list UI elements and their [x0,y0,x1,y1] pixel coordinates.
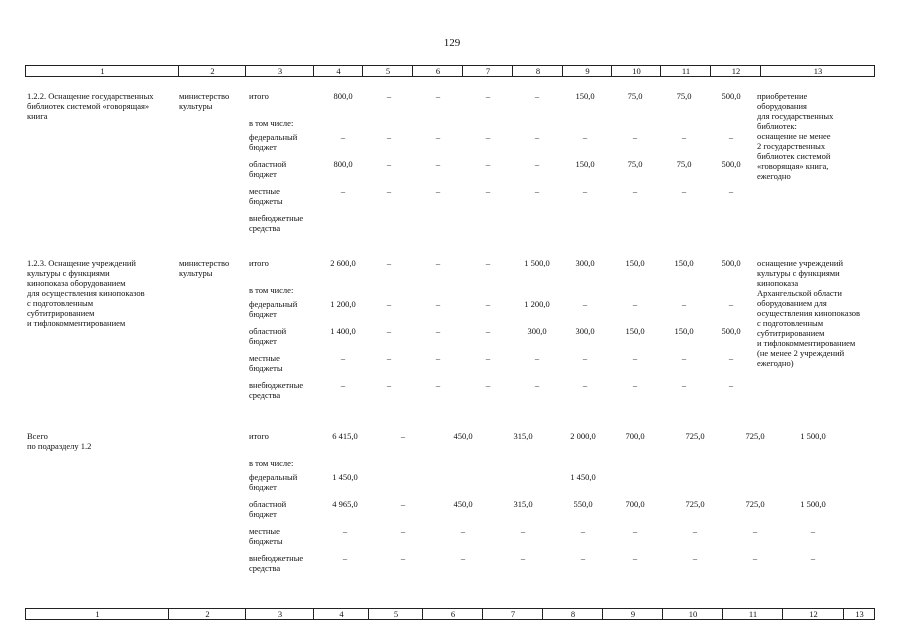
funding-value: 450,0 [453,499,473,509]
funding-value: – [386,132,392,142]
funding-value: – [460,553,466,563]
funding-value: 75,0 [676,159,692,169]
funding-value: – [752,553,758,563]
funding-value: 315,0 [513,499,533,509]
funding-value: 700,0 [625,499,645,509]
funding-value: – [534,353,540,363]
funding-value: 150,0 [625,326,645,336]
funding-value: – [386,380,392,390]
funding-value: – [386,91,392,101]
funding-value: – [534,159,540,169]
expected-result-note: приобретение оборудования для государственных библиотек: оснащение не менее 2 государственных библиотек системой «говорящая» книга, ежегодно [757,91,834,181]
column-divider [313,609,314,619]
funding-value: – [342,553,348,563]
funding-value: – [728,299,734,309]
column-divider [178,66,179,76]
column-divider [542,609,543,619]
funding-value: 725,0 [745,499,765,509]
column-number-cell: 2 [205,609,210,619]
funding-value: 450,0 [453,431,473,441]
column-number-cell: 6 [435,66,441,76]
column-divider [660,66,661,76]
funding-source-label: в том числе: [249,285,294,295]
column-divider [368,609,369,619]
column-divider [562,66,563,76]
funding-source-label: итого [249,91,269,101]
column-number-cell: 8 [570,609,576,619]
funding-source-label: итого [249,431,269,441]
funding-value: 500,0 [721,159,741,169]
column-number-cell: 4 [336,66,341,76]
funding-value: 800,0 [333,159,353,169]
funding-value: – [534,91,540,101]
funding-source-label: областной бюджет [249,159,287,179]
funding-value: 300,0 [527,326,547,336]
funding-value: 725,0 [745,431,765,441]
funding-value: – [435,353,441,363]
funding-value: – [810,526,816,536]
funding-value: – [728,186,734,196]
column-number-cell: 13 [813,66,823,76]
funding-value: 1 500,0 [524,258,550,268]
funding-value: – [534,132,540,142]
funding-value: 2 000,0 [570,431,596,441]
funding-value: – [435,380,441,390]
funding-value: – [340,132,346,142]
column-number-cell: 3 [277,66,283,76]
funding-value: 150,0 [625,258,645,268]
funding-value: – [534,186,540,196]
funding-value: – [632,186,638,196]
expected-result-note: оснащение учреждений культуры с функциями кинопоказа Архангельской области оборудованием для осуществления кинопоказов с подготовленным субтитрированием и тифлокомментированием (не менее 2 учреждений ежегодно) [757,258,861,368]
funding-value: – [520,553,526,563]
funding-value: – [485,159,491,169]
funding-value: – [681,299,687,309]
funding-value: – [692,526,698,536]
funding-value: – [632,526,638,536]
column-divider [362,66,363,76]
funding-value: – [485,132,491,142]
funding-value: – [582,299,588,309]
funding-value: – [580,526,586,536]
funding-value: – [340,186,346,196]
funding-value: – [435,159,441,169]
column-number-cell: 5 [393,609,399,619]
column-divider [843,609,844,619]
funding-value: 1 400,0 [330,326,356,336]
column-divider [602,609,603,619]
funding-value: – [386,159,392,169]
funding-value: 725,0 [685,431,705,441]
funding-value: 1 500,0 [800,431,826,441]
funding-value: – [485,186,491,196]
column-number-cell: 6 [450,609,456,619]
funding-value: 1 200,0 [524,299,550,309]
funding-value: – [582,353,588,363]
funding-value: 75,0 [627,91,643,101]
column-number-cell: 9 [630,609,636,619]
funding-value: – [400,526,406,536]
funding-value: – [582,380,588,390]
funding-source-label: областной бюджет [249,499,287,519]
funding-value: 1 450,0 [570,472,596,482]
funding-source-label: внебюджетные средства [249,553,304,573]
funding-value: – [681,132,687,142]
column-number-cell: 11 [748,609,758,619]
program-item-name: Всего по подразделу 1.2 [27,431,92,451]
funding-value: 700,0 [625,431,645,441]
funding-value: – [386,186,392,196]
funding-value: – [632,299,638,309]
funding-value: – [386,326,392,336]
funding-value: 1 450,0 [332,472,358,482]
funding-value: – [435,258,441,268]
column-number-cell: 7 [485,66,491,76]
funding-value: – [485,91,491,101]
funding-value: 150,0 [575,159,595,169]
column-divider [245,609,246,619]
funding-value: – [681,186,687,196]
funding-value: 75,0 [627,159,643,169]
funding-value: – [435,186,441,196]
funding-value: – [386,258,392,268]
column-divider [482,609,483,619]
funding-value: – [681,353,687,363]
column-number-cell: 4 [339,609,344,619]
funding-value: 2 600,0 [330,258,356,268]
funding-source-label: итого [249,258,269,268]
funding-value: – [435,299,441,309]
funding-value: – [485,258,491,268]
funding-value: 300,0 [575,326,595,336]
column-number-cell: 11 [681,66,691,76]
column-number-cell: 12 [731,66,741,76]
funding-value: – [435,132,441,142]
column-number-cell: 3 [277,609,283,619]
table-footer-row [25,608,875,620]
column-divider [422,609,423,619]
column-number-cell: 10 [688,609,698,619]
funding-value: – [340,380,346,390]
funding-value: – [810,553,816,563]
column-divider [722,609,723,619]
funding-value: – [485,380,491,390]
funding-value: – [435,326,441,336]
funding-source-label: местные бюджеты [249,526,283,546]
funding-value: – [485,326,491,336]
funding-value: 315,0 [513,431,533,441]
funding-value: 150,0 [674,326,694,336]
funding-value: – [681,380,687,390]
responsible-executor: министерство культуры [179,258,230,278]
column-divider [462,66,463,76]
funding-value: – [728,380,734,390]
funding-value: – [632,353,638,363]
funding-source-label: федеральный бюджет [249,299,298,319]
responsible-executor: министерство культуры [179,91,230,111]
funding-value: – [728,132,734,142]
funding-value: 75,0 [676,91,692,101]
funding-source-label: в том числе: [249,118,294,128]
funding-value: – [632,380,638,390]
program-item-name: 1.2.3. Оснащение учреждений культуры с функциями кинопоказа оборудованием для осуществления кинопоказов с подготовленным субтитрированием и тифлокомментированием [27,258,145,328]
funding-value: – [485,299,491,309]
funding-value: 1 500,0 [800,499,826,509]
column-divider [313,66,314,76]
column-number-cell: 7 [510,609,516,619]
funding-source-label: внебюджетные средства [249,213,304,233]
funding-value: 150,0 [575,91,595,101]
column-number-cell: 5 [385,66,391,76]
funding-value: – [342,526,348,536]
funding-value: – [386,353,392,363]
funding-value: 1 200,0 [330,299,356,309]
column-number-cell: 12 [809,609,818,619]
funding-value: – [520,526,526,536]
funding-value: – [386,299,392,309]
column-divider [245,66,246,76]
funding-value: 4 965,0 [332,499,358,509]
funding-value: – [580,553,586,563]
column-divider [611,66,612,76]
funding-value: – [400,553,406,563]
column-divider [662,609,663,619]
funding-value: – [582,132,588,142]
funding-value: – [400,499,406,509]
funding-value: – [400,431,406,441]
funding-value: – [534,380,540,390]
column-divider [782,609,783,619]
funding-source-label: в том числе: [249,458,294,468]
funding-value: – [435,91,441,101]
funding-value: – [485,353,491,363]
funding-value: 500,0 [721,258,741,268]
funding-value: 500,0 [721,91,741,101]
funding-value: – [582,186,588,196]
funding-value: 300,0 [575,258,595,268]
column-number-cell: 2 [210,66,215,76]
funding-value: 800,0 [333,91,353,101]
funding-value: – [632,132,638,142]
funding-source-label: внебюджетные средства [249,380,304,400]
program-item-name: 1.2.2. Оснащение государственных библиотек системой «говорящая» книга [27,91,154,121]
funding-value: – [340,353,346,363]
column-number-cell: 10 [632,66,641,76]
funding-value: – [752,526,758,536]
funding-source-label: федеральный бюджет [249,472,298,492]
funding-value: 500,0 [721,326,741,336]
funding-value: – [460,526,466,536]
funding-value: – [692,553,698,563]
funding-source-label: местные бюджеты [249,186,283,206]
page-number: 129 [443,37,461,49]
column-divider [412,66,413,76]
column-divider [760,66,761,76]
column-divider [168,609,169,619]
funding-value: 150,0 [674,258,694,268]
column-number-cell: 9 [585,66,590,76]
funding-value: 6 415,0 [332,431,358,441]
funding-source-label: местные бюджеты [249,353,283,373]
funding-source-label: областной бюджет [249,326,287,346]
column-number-cell: 1 [100,66,105,76]
funding-value: – [632,553,638,563]
funding-value: 550,0 [573,499,593,509]
table-header-row [25,65,875,77]
funding-value: – [728,353,734,363]
column-divider [710,66,711,76]
column-divider [512,66,513,76]
column-number-cell: 1 [95,609,100,619]
funding-source-label: федеральный бюджет [249,132,298,152]
funding-value: 725,0 [685,499,705,509]
column-number-cell: 13 [855,609,864,619]
column-number-cell: 8 [535,66,541,76]
